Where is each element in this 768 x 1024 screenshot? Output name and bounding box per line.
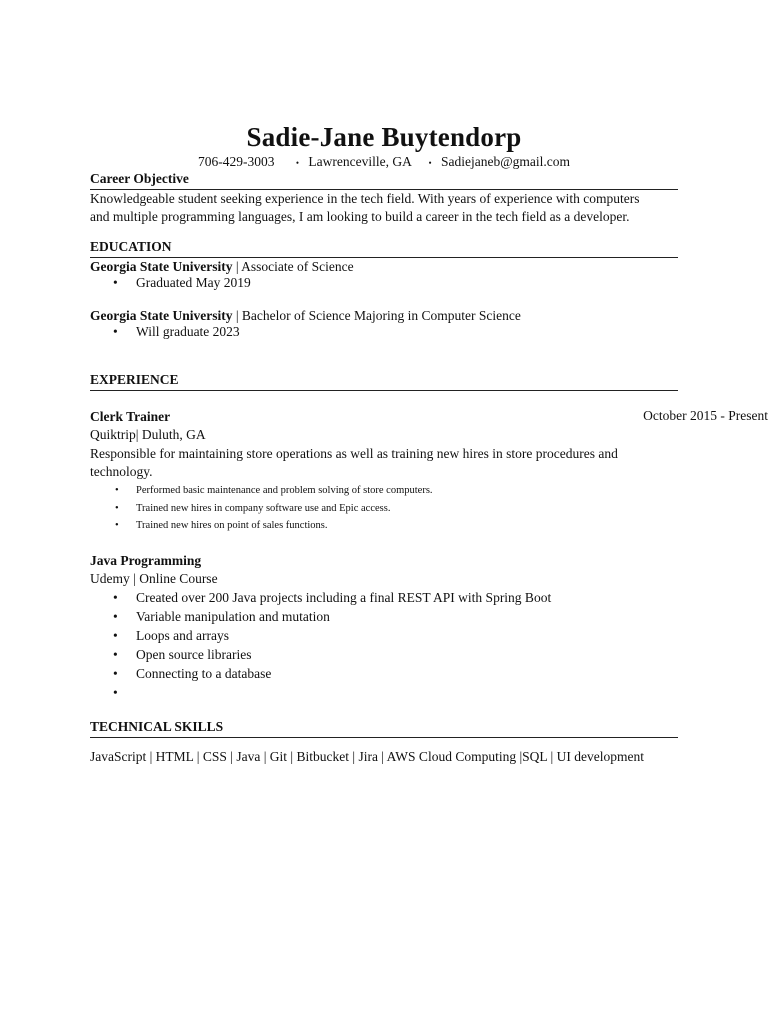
job-title: Clerk Trainer xyxy=(90,409,171,424)
degree: | Associate of Science xyxy=(232,259,354,274)
job-description xyxy=(90,445,618,481)
list-item: • Trained new hires in company software use and Epic access. xyxy=(115,502,391,514)
objective-line: Knowledgeable student seeking experience in the tech field. With years of experience with computers xyxy=(90,191,640,206)
bullet-icon: • xyxy=(113,647,118,662)
skills-heading: TECHNICAL SKILLS xyxy=(90,719,224,734)
job-dates: October 2015 - Present xyxy=(643,408,768,423)
list-item: • Created over 200 Java projects including a final REST API with Spring Boot xyxy=(113,590,552,605)
school-name: Georgia State University xyxy=(90,308,233,323)
objective-heading: Career Objective xyxy=(90,171,189,186)
job-bullets xyxy=(113,589,552,703)
job-title: Java Programming xyxy=(90,553,202,568)
bullet-icon: • xyxy=(113,609,118,624)
objective-line: and multiple programming languages, I am looking to build a career in the tech field as a developer. xyxy=(90,209,630,224)
list-item: • Trained new hires on point of sales functions. xyxy=(115,520,328,531)
bullet-icon: • xyxy=(113,685,118,700)
objective-text xyxy=(90,190,640,226)
bullet-icon: • xyxy=(115,502,119,514)
list-item: • Will graduate 2023 xyxy=(113,324,240,339)
bullet-icon: • xyxy=(113,275,118,290)
list-item: • Performed basic maintenance and problem solving of store computers. xyxy=(115,485,433,496)
description-line: technology. xyxy=(90,464,153,479)
section-divider xyxy=(90,737,678,738)
location: Lawrenceville, GA xyxy=(308,154,412,169)
bullet-icon: • xyxy=(113,590,118,605)
bullet-icon: • xyxy=(113,324,118,339)
candidate-name: Sadie-Jane Buytendorp xyxy=(246,122,522,152)
list-item: • Connecting to a database xyxy=(113,666,272,681)
section-divider xyxy=(90,390,678,391)
list-item: • Open source libraries xyxy=(113,647,252,662)
bullet-separator-icon: • xyxy=(295,157,299,168)
contact-line xyxy=(0,154,768,170)
list-item xyxy=(113,684,551,703)
bullet-separator-icon: • xyxy=(428,157,432,168)
list-item: • Variable manipulation and mutation xyxy=(113,609,330,624)
skills-list: JavaScript | HTML | CSS | Java | Git | Bitbucket | Jira | AWS Cloud Computing |SQL | UI development xyxy=(90,749,644,764)
list-item: • Graduated May 2019 xyxy=(113,275,251,290)
bullet-icon: • xyxy=(113,628,118,643)
bullet-icon: • xyxy=(113,666,118,681)
education-details xyxy=(113,274,251,292)
education-heading: EDUCATION xyxy=(90,239,172,254)
job-org: Udemy | Online Course xyxy=(90,571,218,586)
email-address: Sadiejaneb@gmail.com xyxy=(441,154,571,169)
experience-heading: EXPERIENCE xyxy=(90,372,179,387)
degree: | Bachelor of Science Majoring in Computer Science xyxy=(232,308,521,323)
job-bullets xyxy=(115,485,433,538)
bullet-icon: • xyxy=(115,485,119,496)
description-line: Responsible for maintaining store operations as well as training new hires in store procedures and xyxy=(90,446,618,461)
education-details xyxy=(113,323,240,341)
list-item: • Loops and arrays xyxy=(113,628,229,643)
school-name: Georgia State University xyxy=(90,259,233,274)
phone-number: 706-429-3003 xyxy=(197,154,275,169)
bullet-icon: • xyxy=(115,520,119,531)
job-org: Quiktrip| Duluth, GA xyxy=(90,427,206,442)
